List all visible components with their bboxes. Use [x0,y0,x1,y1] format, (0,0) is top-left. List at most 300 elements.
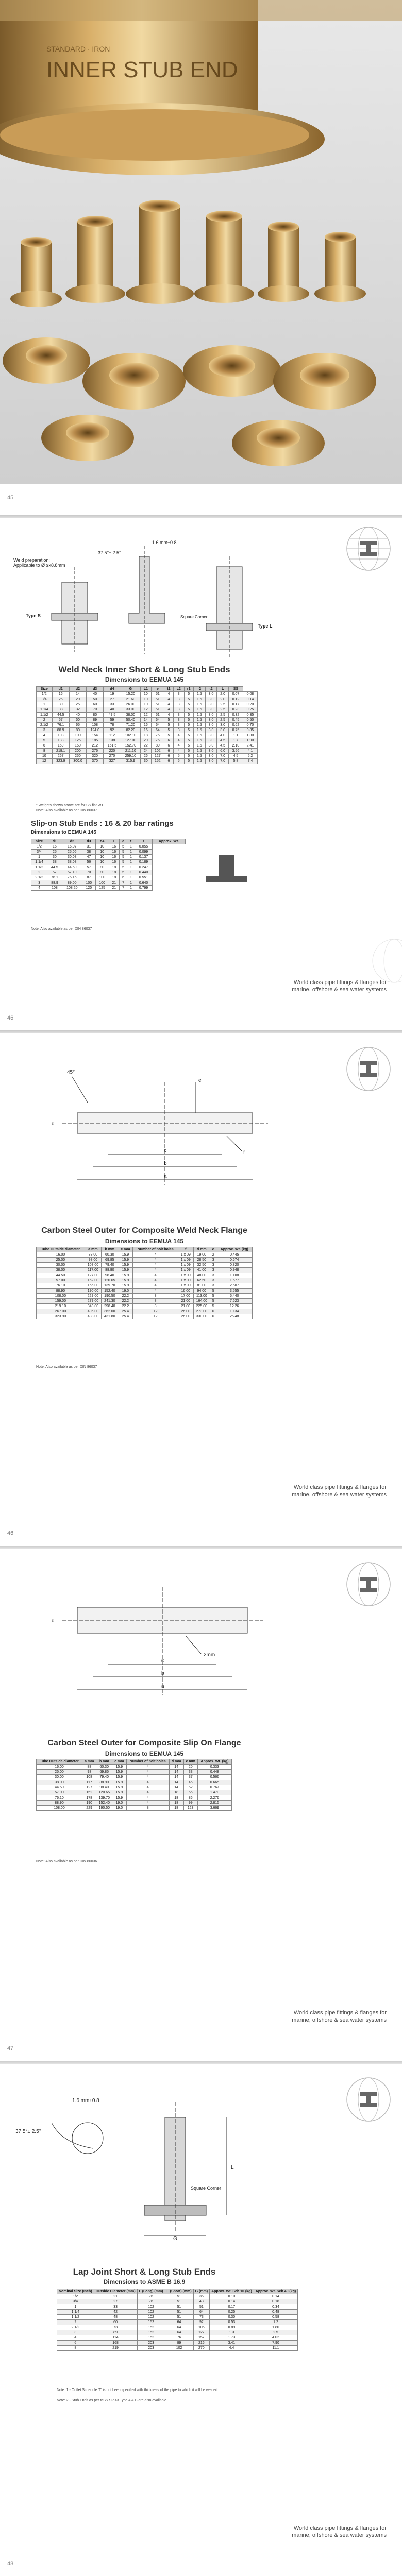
table-cell: 25.00 [37,1770,82,1775]
table-cell: 62.50 [193,1278,210,1283]
table-cell: 139.70 [96,1795,112,1801]
table-cell: 3 [173,702,184,707]
table-cell: 89 [151,743,164,749]
table-cell: 7.0 [217,759,229,764]
table-cell: 44.5 [47,865,62,870]
table-cell: 64 [151,723,164,728]
table-cell: 1.677 [216,1278,253,1283]
table-cell: 165.00 [85,1283,101,1289]
table-cell: 89 [165,2341,193,2346]
table-cell: 157 [193,2335,210,2341]
table-cell: 120 [82,886,95,891]
table-header-cell: d2 [62,839,82,844]
table-cell: 3.0 [217,728,229,733]
svg-text:G: G [173,2236,177,2241]
table-cell: 19.34 [216,1309,253,1314]
table-cell: 7.0 [217,754,229,759]
table-cell: 102.10 [121,733,141,738]
table-header-cell: t1 [164,687,174,692]
table-cell: 5 [184,728,193,733]
table-cell: 48 [94,2315,137,2320]
table-cell: 10 [37,754,53,759]
table-cell: 19.0 [112,1806,126,1811]
table-cell: 80 [87,713,104,718]
table-cell: 152 [137,2335,165,2341]
table-cell: 100 [69,733,86,738]
table-cell: 100 [82,880,95,886]
table-cell: 10 [141,692,152,697]
table-cell: 0.34 [254,2304,298,2310]
table-cell: 2.5 [217,707,229,713]
table-cell: 15.9 [118,1263,133,1268]
table-cell: 4.4 [210,2346,254,2351]
table-cell: 6 [164,759,174,764]
section-title: Slip-on Stub Ends : 16 & 20 bar ratings [31,819,174,828]
table-cell: 51 [151,697,164,702]
table-cell: 7.4 [243,759,257,764]
table-row [37,738,258,743]
table-row [37,1785,232,1790]
table-row [37,759,258,764]
table-cell: 5 [173,759,184,764]
table-cell: 51 [151,707,164,713]
table-row [37,1770,232,1775]
table-cell: 5 [184,754,193,759]
table-cell: 0.14 [254,2294,298,2299]
table-cell: 298.40 [102,1304,118,1309]
table-cell: 190.50 [102,1294,118,1299]
table-cell: 0.247 [135,865,153,870]
table-cell: 49.5 [104,713,121,718]
table-cell: 66 [183,1790,197,1795]
table-cell: 15.9 [112,1790,126,1795]
table-cell: 48.00 [193,1273,210,1278]
table-cell: 229.00 [85,1294,101,1299]
table-cell: 3.0 [205,733,217,738]
table-cell: 69.85 [102,1258,118,1263]
table-cell: 2.10 [228,743,243,749]
table-cell: 3 [210,1283,216,1289]
table-cell: 41.00 [193,1268,210,1273]
page-title: Weld Neck Inner Short & Long Stub Ends [58,665,230,674]
table-cell: 431.80 [102,1314,118,1319]
table-row [37,1765,232,1770]
table-cell: 22 [141,743,152,749]
table-cell: 25.4 [118,1309,133,1314]
table-cell: 2.0 [217,697,229,702]
table-cell: 127 [151,754,164,759]
table-cell: 12 [141,707,152,713]
globe-logo-icon [345,526,392,572]
table-cell: 4.5 [228,754,243,759]
table-cell: 3 [57,2330,94,2335]
table-row [31,865,186,870]
weld-prep-label: Weld preparation: Applicable to Ø ≥x8.8mm [13,557,65,568]
table-cell: 4.02 [254,2335,298,2341]
table-row [37,733,258,738]
table-cell: 30.08 [62,855,82,860]
table-header-cell: d1 [52,687,69,692]
table-cell: 14 [169,1770,183,1775]
dim-root-gap: 1.6 mm±0.8 [152,540,177,545]
table-note: Note: Also available as per DIN 86036 [36,1860,97,1863]
table-cell: 21 [94,2294,137,2299]
table-cell: 1 [127,870,135,875]
table-cell: 16 [141,728,152,733]
table-cell: 0.14 [243,697,257,702]
table-cell: 15.9 [112,1795,126,1801]
table-cell: 3 [210,1278,216,1283]
table-cell: 0.674 [216,1258,253,1263]
table-cell: 200 [69,749,86,754]
table-cell: 1 [37,702,53,707]
table-cell: 4 [164,697,174,702]
table-cell: 16 [109,860,119,865]
square-corner-label: Square Corner [180,615,208,619]
table-cell: 82.20 [121,728,141,733]
table-cell: 1 [127,855,135,860]
table-header-cell: Outside Diameter (mm) [94,2289,137,2294]
table-cell: 6 [120,875,127,880]
table-cell: 8 [133,1294,178,1299]
table-row [37,1801,232,1806]
table-cell: 25 [52,697,69,702]
table-cell: 219.1 [52,749,69,754]
table-header-cell: d mm [193,1247,210,1252]
table-cell: 25.06 [62,850,82,855]
table-cell: 2 [210,1252,216,1258]
table-row [37,1806,232,1811]
table-cell: 1 x 09 [178,1252,193,1258]
page-number: 46 [7,1015,14,1021]
table-cell: 2 [57,2320,94,2325]
table-cell: 38 [82,850,95,855]
table-cell: 5 [184,738,193,743]
table-cell: 27 [94,2299,137,2304]
table-cell: 3.0 [205,754,217,759]
table-cell: 51 [165,2310,193,2315]
table-cell: 2.5 [217,702,229,707]
svg-text:b: b [164,1161,167,1166]
table-cell: 60.30 [102,1252,118,1258]
table-cell: 125 [69,738,86,743]
table-cell: 0.20 [243,702,257,707]
table-cell: 4 [164,692,174,697]
table-cell: 3.0 [205,713,217,718]
table-cell: 4.1 [243,749,257,754]
table-header-cell: d2 [69,687,86,692]
table-cell: 98.40 [102,1273,118,1278]
footer-tagline: World class pipe fittings & flanges for marine, offshore & sea water systems [292,1484,387,1498]
table-cell: 105 [193,2325,210,2330]
table-cell: 51 [151,713,164,718]
table-cell: 1.90 [243,738,257,743]
table-cell: 3/4 [31,850,47,855]
table-row [31,844,186,850]
table-cell: 6 [210,1314,216,1319]
table-cell: 5 [184,759,193,764]
table-cell: 94.00 [193,1289,210,1294]
table-cell: 1 x 09 [178,1283,193,1289]
page-title: Carbon Steel Outer for Composite Weld Neck Flange [41,1226,247,1235]
table-row [31,875,186,880]
table-cell: 12 [133,1309,178,1314]
table-header-cell: r2 [193,687,205,692]
table-cell: 88.90 [37,1801,82,1806]
table-cell: 5 [120,855,127,860]
table-cell: 4 [133,1258,178,1263]
table-cell: 3.669 [197,1806,231,1811]
table-cell: 112 [104,733,121,738]
table-cell: 5 [210,1299,216,1304]
table-cell: 0.440 [135,870,153,875]
table-cell: 0.25 [243,707,257,713]
table-cell: 0.10 [210,2294,254,2299]
table-cell: 102 [137,2315,165,2320]
table-cell: 117.00 [85,1268,101,1273]
table-cell: 4 [126,1770,169,1775]
table-header-cell: a mm [82,1759,96,1765]
table-cell: 1 [127,850,135,855]
table-cell: 4 [164,713,174,718]
table-cell: 10 [95,860,109,865]
table-header-cell: L [109,839,119,844]
svg-text:c: c [164,1148,166,1154]
table-header-cell: b mm [102,1247,118,1252]
table-cell: 320 [87,754,104,759]
table-cell: 3 [210,1258,216,1263]
svg-text:b: b [161,1671,164,1676]
table-cell: 4 [164,707,174,713]
table-cell: 12.26 [216,1304,253,1309]
slip-on-table [31,839,186,891]
table-cell: 1.5 [193,754,205,759]
table-cell: 5 [184,707,193,713]
table-cell: 0.767 [197,1785,231,1790]
table-cell: 98.40 [96,1785,112,1790]
table-cell: 15.9 [112,1780,126,1785]
table-cell: 1.5 [193,738,205,743]
table-cell: 21 [109,886,119,891]
table-cell: 108 [82,1775,96,1780]
table-header-cell: e [210,1247,216,1252]
table-cell: 6.0 [217,749,229,754]
table-row [57,2315,298,2320]
table-row [57,2304,298,2310]
table-header-cell: f [178,1247,193,1252]
table-cell: 19 [104,692,121,697]
table-cell: 57.00 [37,1790,82,1795]
table-header-cell: t2 [205,687,217,692]
table-cell: 20 [183,1765,197,1770]
table-cell: 113.00 [193,1294,210,1299]
table-cell: 2.0 [217,692,229,697]
table-row [37,1795,232,1801]
table-cell: 51 [165,2315,193,2320]
page-subtitle: Dimensions to EEMUA 145 [105,1238,184,1245]
table-cell: 2.5 [217,713,229,718]
table-cell: 65 [69,723,86,728]
table-cell: 6 [164,738,174,743]
table-row [37,749,258,754]
stub-end-table [36,686,258,764]
table-header-cell: Size [31,839,47,844]
table-cell: 3.0 [205,759,217,764]
table-cell: 22.2 [118,1304,133,1309]
table-cell: 212 [87,743,104,749]
table-cell: 57 [82,865,95,870]
stub-end-photo [0,0,402,484]
table-cell: 0.445 [216,1252,253,1258]
table-cell: 127 [82,1785,96,1790]
table-row [37,1252,253,1258]
table-cell: 0.58 [254,2315,298,2320]
table-note: Note: 1 - Outlet Schedule 'T' is not been specified with thickness of the pipe to which it will be welded [57,2388,218,2392]
table-cell: 31 [82,844,95,850]
table-cell: 102 [137,2304,165,2310]
table-cell: 4 [133,1263,178,1268]
table-cell: 6 [164,749,174,754]
table-header-cell: L2 [173,687,184,692]
table-cell: 10 [95,844,109,850]
table-cell: 15.9 [118,1268,133,1273]
table-cell: 4 [133,1289,178,1294]
table-cell: 4 [133,1268,178,1273]
type-s-label: Type S [26,613,41,618]
table-cell: 273.00 [193,1309,210,1314]
table-cell: 40 [104,707,121,713]
table-cell: 88.9 [47,880,62,886]
table-cell: 4 [126,1780,169,1785]
table-cell: 0.099 [135,850,153,855]
table-cell: 5 [184,702,193,707]
table-cell: 19.00 [193,1252,210,1258]
table-cell: 51 [165,2294,193,2299]
table-cell: 1.5 [193,728,205,733]
table-cell: 108.00 [37,1806,82,1811]
table-cell: 33 [94,2304,137,2310]
table-cell: 51 [165,2299,193,2304]
page-title: Carbon Steel Outer for Composite Slip On Flange [47,1739,241,1748]
table-cell: 152.70 [121,743,141,749]
table-cell: 219.10 [37,1304,85,1309]
table-row [37,1304,253,1309]
table-cell: 11.1 [254,2346,298,2351]
table-row [37,707,258,713]
table-cell: 0.32 [228,713,243,718]
table-note: * Weights shown above are for SS flat WT. [36,804,104,807]
table-cell: 92 [193,2320,210,2325]
table-cell: 0.12 [228,697,243,702]
table-header-cell: Approx. Wt. (kg) [216,1247,253,1252]
table-cell: 15.9 [118,1278,133,1283]
table-cell: 30 [47,855,62,860]
header-band [0,2061,402,2064]
table-cell: 4 [173,738,184,743]
table-cell: 21 [109,880,119,886]
table-cell: 10 [141,702,152,707]
table-cell: 4 [126,1801,169,1806]
table-cell: 211.10 [121,749,141,754]
table-cell: 152.40 [102,1289,118,1294]
table-cell: 5.8 [228,759,243,764]
table-cell: 99 [183,1801,197,1806]
table-cell: 125 [95,886,109,891]
table-cell: 370 [87,759,104,764]
table-cell: 2.41 [243,743,257,749]
table-cell: 4 [133,1283,178,1289]
table-cell: 102 [151,749,164,754]
table-cell: 16.00 [37,1252,85,1258]
table-cell: 150 [69,743,86,749]
table-cell: 0.17 [228,702,243,707]
table-cell: 250 [69,754,86,759]
table-cell: 108.00 [85,1263,101,1268]
table-cell: 44.50 [37,1273,85,1278]
table-cell: 79.40 [102,1263,118,1268]
table-cell: 0.75 [228,728,243,733]
table-row [57,2330,298,2335]
table-header-cell: c mm [118,1247,133,1252]
table-cell: 120.65 [96,1790,112,1795]
table-cell: 5 [184,749,193,754]
table-cell: 203 [137,2346,165,2351]
table-cell: 7 [120,880,127,886]
table-cell: 4 [173,733,184,738]
table-cell: 1 [127,860,135,865]
table-cell: 5 [120,860,127,865]
table-cell: 44.60 [62,865,82,870]
table-cell: 89 [87,718,104,723]
table-cell: 1 x 09 [178,1268,193,1273]
table-cell: 124.0 [87,728,104,733]
table-cell: 17.00 [178,1294,193,1299]
table-cell: 32.50 [193,1263,210,1268]
table-cell: 51 [151,692,164,697]
table-cell: 14 [169,1780,183,1785]
table-cell: 26.00 [121,702,141,707]
table-cell: 15.9 [118,1273,133,1278]
table-cell: 315.9 [121,759,141,764]
table-cell: 276 [87,749,104,754]
table-cell: 25.48 [216,1314,253,1319]
table-cell: 0.23 [228,707,243,713]
table-cell: 406.00 [85,1309,101,1314]
table-cell: 57 [52,718,69,723]
table-cell: 1/2 [31,844,47,850]
table-cell: 0.53 [210,2320,254,2325]
globe-logo-icon [345,1046,392,1092]
table-cell: 32 [69,707,86,713]
table-cell: 5 [184,743,193,749]
table-cell: 216 [193,2341,210,2346]
table-cell: 159 [52,743,69,749]
table-cell: 7.623 [216,1299,253,1304]
table-cell: 12 [141,713,152,718]
table-row [57,2346,298,2351]
table-cell: 1.1/4 [57,2310,94,2315]
svg-text:d: d [52,1618,55,1624]
table-cell: 15.9 [118,1258,133,1263]
table-cell: 4 [133,1273,178,1278]
table-cell: 3.0 [205,697,217,702]
svg-text:c: c [161,1658,164,1664]
table-cell: 69.85 [96,1770,112,1775]
table-header-cell: G [121,687,141,692]
table-cell: 16 [109,844,119,850]
table-cell: 57 [47,870,62,875]
table-header-cell: Approx. Wt. Sch 40 (kg) [254,2289,298,2294]
